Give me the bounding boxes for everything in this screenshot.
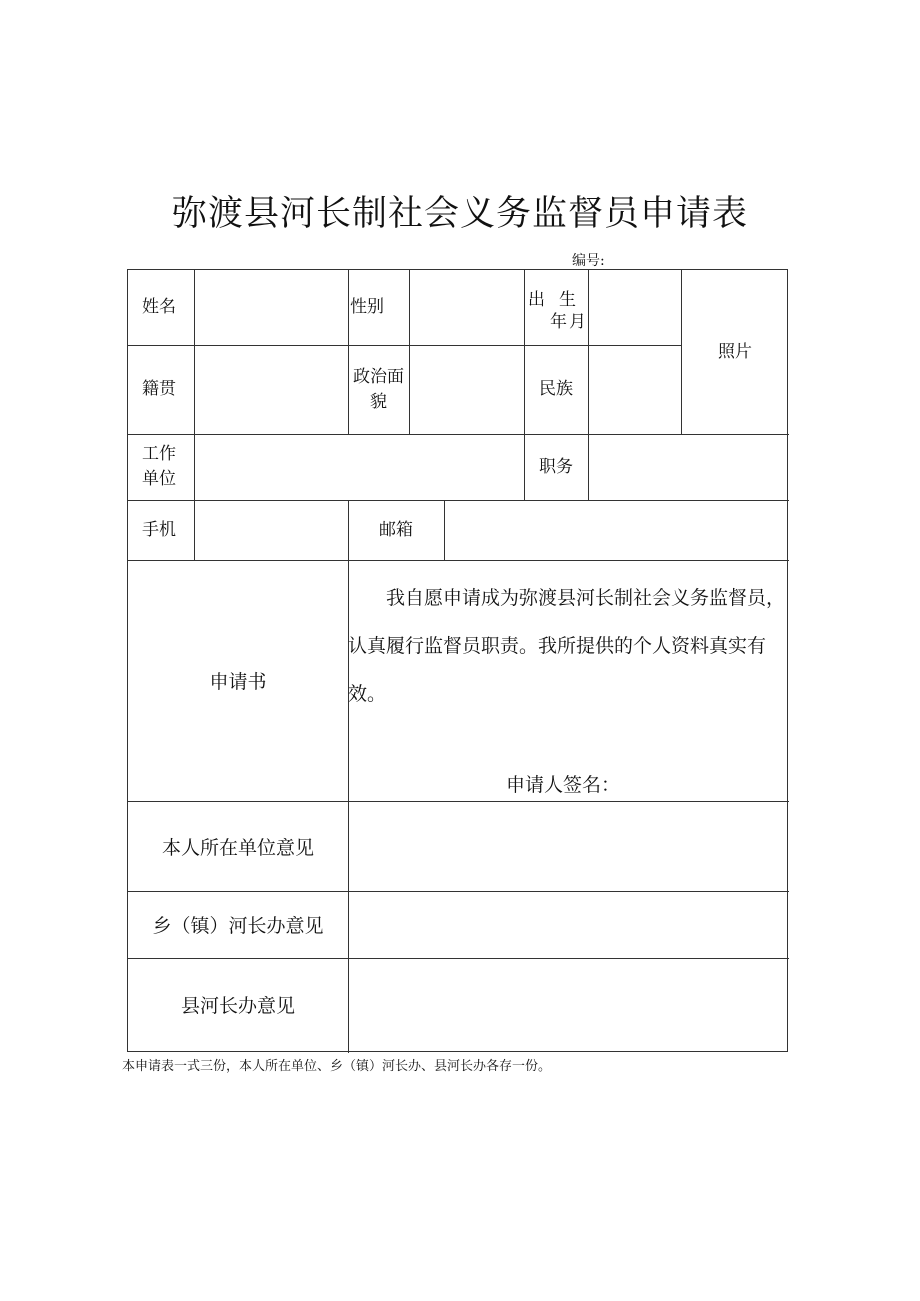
- county-opinion-label: 县河长办意见: [180, 995, 295, 1017]
- county-opinion-input-cell[interactable]: [348, 958, 789, 1051]
- application-declaration-text: 我自愿申请成为弥渡县河长制社会义务监督员，认真履行监督员职责。我所提供的个人资料真实有效。: [348, 587, 786, 705]
- form-footnote: 本申请表一式三份，本人所在单位、乡（镇）河长办、县河长办各存一份。: [122, 1059, 552, 1074]
- application-label: 申请书: [209, 671, 267, 693]
- ethnicity-label: 民族: [539, 379, 573, 399]
- applicant-signature-label[interactable]: 申请人签名：: [506, 774, 621, 796]
- email-label: 邮箱: [379, 519, 413, 540]
- political-status-label: [348, 345, 409, 434]
- political-status-input-cell[interactable]: [409, 345, 524, 434]
- work-unit-label-line2: 单位: [142, 469, 176, 489]
- position-input-cell[interactable]: [588, 434, 789, 500]
- mobile-label: 手机: [142, 519, 176, 540]
- township-opinion-input-cell[interactable]: [348, 891, 789, 958]
- ethnicity-input-cell[interactable]: [588, 345, 681, 434]
- work-unit-input-cell[interactable]: [194, 434, 524, 500]
- political-status-label-line1: 政治面: [353, 366, 404, 387]
- email-input-cell[interactable]: [444, 500, 789, 560]
- native-place-label: 籍贯: [142, 379, 176, 399]
- birth-label-line1: 出生: [528, 290, 590, 310]
- application-form: [127, 269, 788, 1052]
- birth-input-cell[interactable]: [588, 270, 681, 345]
- unit-opinion-input-cell[interactable]: [348, 801, 789, 891]
- name-label: 姓名: [142, 297, 176, 317]
- township-opinion-label: 乡（镇）河长办意见: [152, 915, 324, 937]
- gender-input-cell[interactable]: [409, 270, 524, 345]
- name-input-cell[interactable]: [194, 270, 348, 345]
- unit-opinion-label: 本人所在单位意见: [161, 836, 314, 859]
- political-status-label-line2: 貌: [370, 391, 387, 412]
- gender-label: 性别: [350, 297, 384, 317]
- work-unit-label-line1: 工作: [142, 444, 176, 464]
- native-place-input-cell[interactable]: [194, 345, 348, 434]
- mobile-input-cell[interactable]: [194, 500, 348, 560]
- position-label: 职务: [539, 456, 573, 477]
- form-number-label: 编号:: [572, 253, 605, 269]
- work-unit-label: [128, 434, 194, 500]
- form-title: 弥渡县河长制社会义务监督员申请表: [171, 194, 748, 234]
- photo-label: 照片: [718, 341, 752, 362]
- birth-label-line2: 年月: [550, 312, 588, 332]
